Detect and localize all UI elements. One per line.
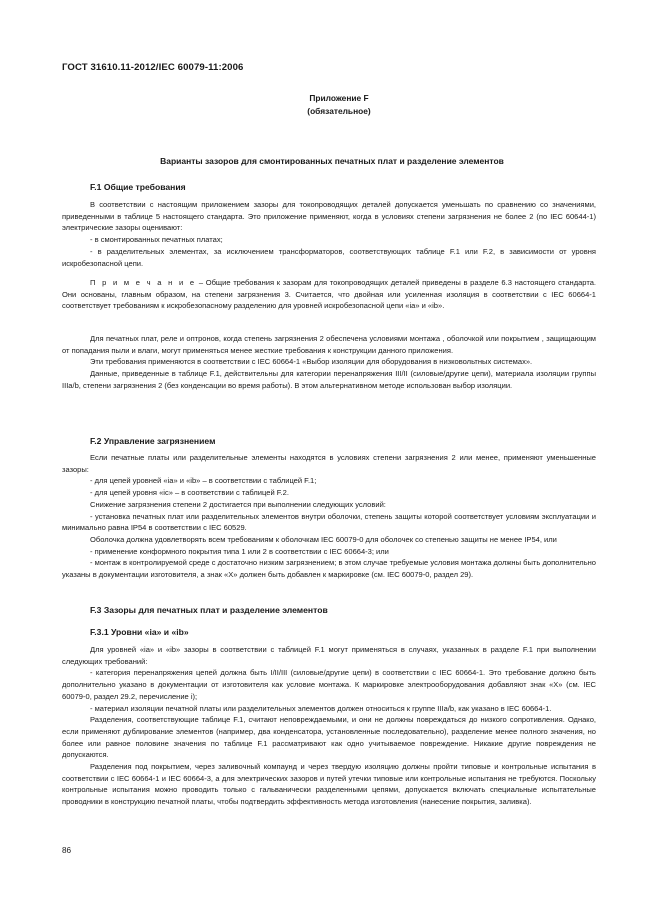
list-item: - в смонтированных печатных платах;: [90, 235, 223, 245]
annex-title: Приложение F: [309, 93, 369, 103]
list-item: - для цепей уровня «ic» – в соответствии с таблицей F.2.: [90, 488, 289, 498]
section-f1-note: [62, 277, 596, 312]
page-number: 86: [62, 846, 72, 855]
list-item: - установка печатных плат или разделительных элементов внутри оболочки, степень защиты которой соответствует условиям эксплуатации и минимально равна IP54 в соответствии с IEC 60529.: [62, 511, 596, 533]
paragraph: Для уровней «ia» и «ib» зазоры в соответствии с таблицей F.1 могут применяться в случаях, указанных в разделе F.1 при выполнении следующих требований:: [62, 645, 596, 666]
paragraph: Данные, приведенные в таблице F.1, действительны для категории перенапряжения III/II (силовые/другие цепи), материала изоляции группы IIIa/b, степени загрязнения 2 (без конденсации во время работы). В этом альтернативном методе использован выбор изоляции.: [62, 369, 596, 390]
note-label: П р и м е ч а н и е: [90, 278, 197, 287]
section-f3-heading: F.3 Зазоры для печатных плат и разделение элементов: [90, 605, 328, 615]
main-title: Варианты зазоров для смонтированных печатных плат и разделение элементов: [160, 156, 504, 166]
section-f2-body: [62, 452, 596, 581]
section-f3-1-heading: F.3.1 Уровни «ia» и «ib»: [90, 627, 189, 637]
paragraph: Оболочка должна удовлетворять всем требованиям к оболочкам IEC 60079-0 для оболочек со степенью защиты не менее IP54, или: [90, 534, 557, 544]
paragraph: Разделения, соответствующие таблице F.1, считают неповреждаемыми, и они не должны повреждаться до низкого сопротивления. Однако, если применяют дублирование элементов (например, два конденсатора, установленные последовательно), разделение менее полного значения, но более или равное половине значения по таблице F.1 рассматривают как одно учитываемое повреждение. Никакие другие повреждения не допускаются.: [62, 715, 596, 760]
section-f1-heading: F.1 Общие требования: [90, 182, 186, 192]
annex-status: (обязательное): [307, 106, 371, 116]
paragraph: Если печатные платы или разделительные элементы находятся в условиях степени загрязнения 2 или менее, применяют уменьшенные зазоры:: [62, 453, 596, 474]
list-item: - в разделительных элементах, за исключением трансформаторов, соответствующих таблице F.1 или F.2, в зависимости от уровня искробезопасной цепи.: [62, 246, 596, 268]
section-f1-body-2: [62, 333, 596, 392]
paragraph: Эти требования применяются в соответствии с IEC 60664-1 «Выбор изоляции для оборудования в низковольтных системах».: [90, 357, 533, 367]
section-f2-heading: F.2 Управление загрязнением: [90, 436, 216, 446]
paragraph: В соответствии с настоящим приложением зазоры для токопроводящих деталей допускается уменьшать по сравнению со значениями, приведенными в таблице 5 настоящего стандарта. Это приложение применяют, когда в условиях степени загрязнения не более 2 (по IEC 60644-1) электрические зазоры оценивают:: [62, 200, 596, 233]
standard-header: ГОСТ 31610.11-2012/IEC 60079-11:2006: [62, 62, 244, 73]
paragraph: Снижение загрязнения степени 2 достигается при выполнении следующих условий:: [90, 499, 386, 509]
paragraph: Разделения под покрытием, через заливочный компаунд и через твердую изоляцию должны пройти типовые и контрольные испытания в соответствии с IEC 60664-1 и IEC 60664-3, а для электрических зазоров и путей утечки типовые или контрольные испытания не требуются. Поскольку контрольные испытания можно проводить только с гальванически разделенными цепями, допускается включать специальные испытательные проводники в конструкцию печатной платы, чтобы подтвердить эффективность метода изготовления (нанесение покрытия, заливка).: [62, 762, 596, 807]
list-item: - материал изоляции печатной платы или разделительных элементов должен относиться к группе IIIa/b, как указано в IEC 60664-1.: [90, 703, 552, 713]
list-item: - для цепей уровней «ia» и «ib» – в соответствии с таблицей F.1;: [90, 476, 317, 486]
list-item: - применение конформного покрытия типа 1 или 2 в соответствии с IEC 60664-3; или: [90, 546, 389, 556]
note-paragraph: [62, 277, 596, 312]
list-item: - категория перенапряжения цепей должна быть I/II/III (силовые/другие цепи) в соответствии с IEC 60664-1. Это требование должно быть дополнительно указано в документации от изготовителя как условие монтажа. К маркировке электрооборудования добавляют знак «X» (см. IEC 60079-0, раздел 29.2, перечисление i);: [62, 668, 596, 701]
section-f3-body: [62, 644, 596, 808]
section-f1-body: [62, 199, 596, 269]
note-text: – Общие требования к зазорам для токопроводящих деталей приведены в разделе 6.3 настоящего стандарта. Они основаны, главным образом, на степени загрязнения 3. Считается, что двойная или усиленная изоляция в соответствии с IEC 60664-1 соответствует требованиям к искробезопасному разделению для уровней искробезопасной цепи «ia» и «ib».: [62, 278, 596, 311]
paragraph: Для печатных плат, реле и оптронов, когда степень загрязнения 2 обеспечена условиями монтажа , оболочкой или покрытием , защищающим от попадания пыли и влаги, могут применяться менее жесткие требования к конструкции данного приложения.: [62, 334, 596, 355]
list-item: - монтаж в контролируемой среде с достаточно низким загрязнением; в этом случае требуемые условия монтажа должны быть дополнительно указаны в документации изготовителя, а знак «X» должен быть добавлен к маркировке (см. IEC 60079-0, раздел 29).: [62, 558, 596, 580]
